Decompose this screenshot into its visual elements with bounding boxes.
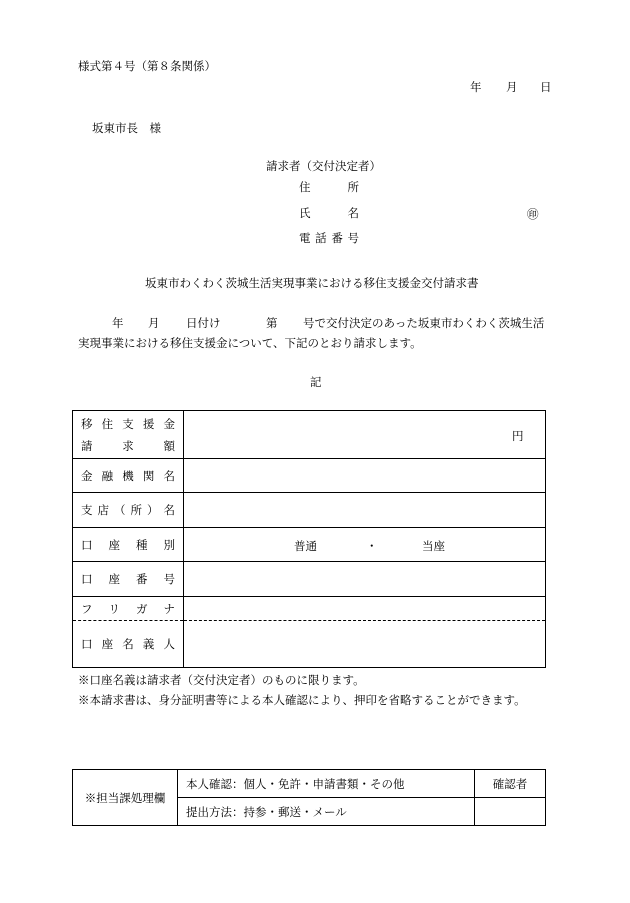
furigana-field[interactable] (184, 597, 546, 621)
body-line1: 号で交付決定のあった坂東市わくわく茨城生活 (303, 316, 545, 330)
payment-details-table (72, 410, 546, 668)
row-branch (73, 493, 546, 528)
account-number-field[interactable] (184, 562, 546, 597)
yen-unit: 円 (512, 429, 524, 443)
date-month-label: 月 (506, 80, 518, 94)
name-label: 氏 名 (299, 206, 359, 220)
confirmer-label: 確認者 (475, 770, 546, 798)
addressee: 坂東市長 様 (92, 121, 161, 135)
row-amount (73, 411, 546, 459)
amount-field[interactable] (184, 411, 546, 459)
furigana-label: フ リ ガ ナ (73, 597, 184, 621)
body-line2: 実現事業における移住支援金について、下記のとおり請求します。 (78, 336, 422, 350)
body-dated: 日付け (186, 316, 221, 330)
form-number: 様式第４号（第８条関係） (78, 59, 216, 73)
ki-heading: 記 (310, 375, 322, 389)
address-label: 住 所 (299, 180, 359, 194)
option-current[interactable]: 当座 (422, 539, 445, 553)
phone-label: 電 話 番 号 (299, 231, 359, 245)
office-use-table (72, 769, 546, 826)
account-holder-label: 口 座 名 義 人 (73, 621, 184, 668)
bank-field[interactable] (184, 459, 546, 493)
branch-label: 支 店 （ 所 ） 名 (73, 493, 184, 528)
branch-field[interactable] (184, 493, 546, 528)
body-dai: 第 (266, 316, 278, 330)
row-account-type (73, 528, 546, 562)
account-number-label: 口 座 番 号 (73, 562, 184, 597)
option-separator: ・ (366, 539, 378, 553)
document-title: 坂東市わくわく茨城生活実現事業における移住支援金交付請求書 (145, 276, 479, 290)
date-year-label: 年 (470, 80, 482, 94)
office-use-label: ※担当課処理欄 (73, 770, 178, 826)
confirmer-field[interactable] (475, 798, 546, 826)
claimant-heading: 請求者（交付決定者） (266, 159, 381, 173)
note-2: ※本請求書は、身分証明書等による本人確認により、押印を省略することができます。 (78, 693, 526, 707)
amount-label: 移 住 支 援 金 請 求 額 (73, 411, 184, 459)
id-check-text: 本人確認：個人・免許・申請書類・その他 (178, 770, 475, 798)
option-ordinary[interactable]: 普通 (294, 539, 317, 553)
submission-method-text: 提出方法：持参・郵送・メール (178, 798, 475, 826)
body-month: 月 (148, 316, 160, 330)
row-account-holder (73, 621, 546, 668)
seal-mark: ㊞ (527, 207, 539, 221)
date-day-label: 日 (540, 80, 552, 94)
bank-label: 金 融 機 関 名 (73, 459, 184, 493)
row-bank (73, 459, 546, 493)
body-year: 年 (112, 316, 124, 330)
account-holder-field[interactable] (184, 621, 546, 668)
row-account-number (73, 562, 546, 597)
account-type-label: 口 座 種 別 (73, 528, 184, 562)
note-1: ※口座名義は請求者（交付決定者）のものに限ります。 (78, 673, 365, 687)
account-type-field[interactable] (184, 528, 546, 562)
row-furigana (73, 597, 546, 621)
